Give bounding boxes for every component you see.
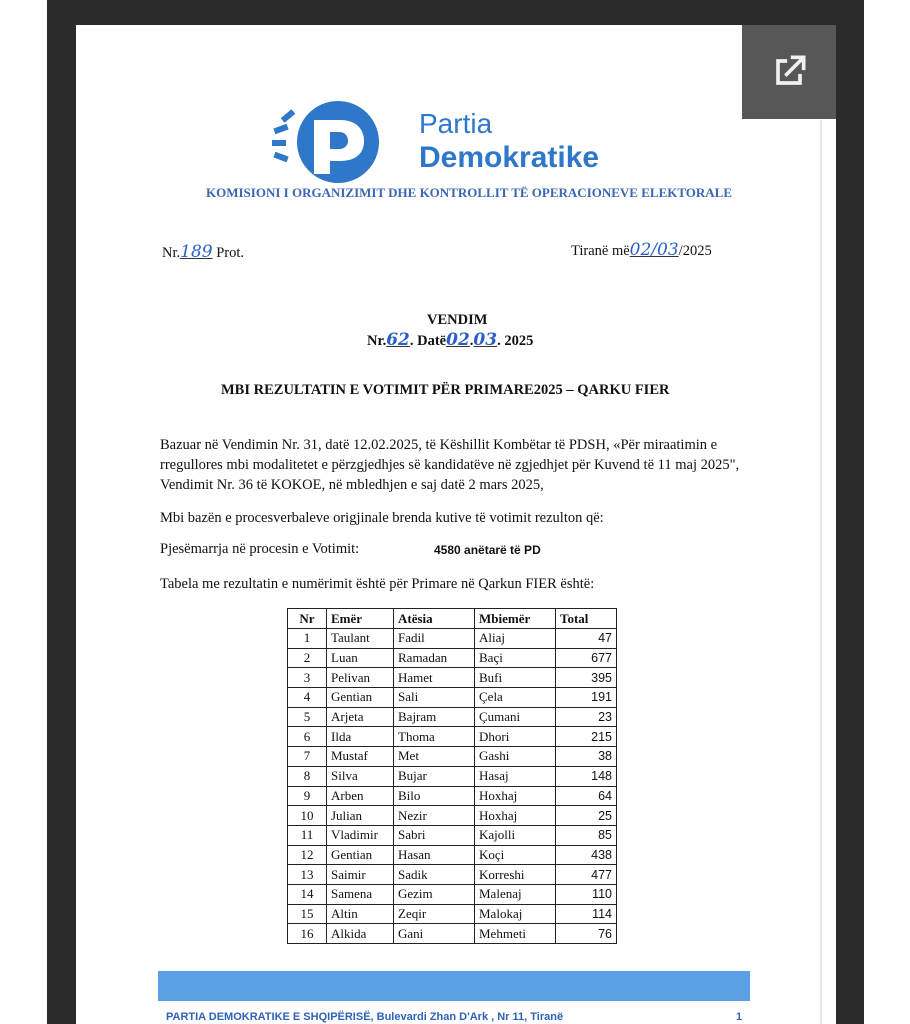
decision-nr-prefix: Nr. [367,333,387,349]
table-row [288,884,617,904]
cell-surname: Kajolli [475,825,556,845]
table-row [288,786,617,806]
cell-total: 114 [556,904,617,924]
cell-name: Saimir [327,865,394,885]
open-in-new-icon [767,50,811,94]
page-edge-line [820,120,822,1024]
cell-nr: 1 [288,629,327,649]
cell-total: 191 [556,688,617,708]
cell-name: Vladimir [327,825,394,845]
paragraph-results: Mbi bazën e procesverbaleve origjinale brenda kutive të votimit rezulton që: [160,510,604,526]
date-handwritten: 02/03 [629,240,679,260]
participation-value: 4580 anëtarë të PD [434,543,541,557]
cell-name: Arjeta [327,707,394,727]
cell-name: Altin [327,904,394,924]
cell-father: Bujar [394,766,475,786]
cell-total: 85 [556,825,617,845]
viewer-frame-right [836,0,864,1024]
cell-total: 25 [556,806,617,826]
cell-total: 395 [556,668,617,688]
table-row [288,766,617,786]
cell-name: Pelivan [327,668,394,688]
cell-father: Sali [394,688,475,708]
cell-surname: Gashi [475,747,556,767]
decision-number [367,330,533,350]
cell-name: Mustaf [327,747,394,767]
cell-nr: 10 [288,806,327,826]
cell-name: Silva [327,766,394,786]
cell-total: 76 [556,924,617,944]
decision-date-sep: . [469,333,474,349]
cell-name: Gentian [327,845,394,865]
table-row [288,904,617,924]
cell-total: 47 [556,629,617,649]
header-father: Atësia [394,609,475,629]
cell-total: 677 [556,648,617,668]
decision-nr-handwritten: 62 [386,330,410,350]
table-row [288,806,617,826]
cell-total: 438 [556,845,617,865]
cell-surname: Hasaj [475,766,556,786]
cell-father: Fadil [394,629,475,649]
footer-bar [158,971,750,1001]
footer-address: PARTIA DEMOKRATIKE E SHQIPËRISË, Bulevardi Zhan D'Ark , Nr 11, Tiranë [166,1011,564,1023]
cell-father: Sabri [394,825,475,845]
protocol-suffix: Prot. [216,245,244,261]
protocol-number [162,242,244,262]
cell-surname: Hoxhaj [475,786,556,806]
decision-month-handwritten: 03 [473,330,498,350]
table-row [288,629,617,649]
header-total: Total [556,609,617,629]
cell-surname: Çela [475,688,556,708]
cell-father: Sadik [394,865,475,885]
party-name-line1: Partia [419,108,493,139]
decision-day-handwritten: 02 [446,330,470,350]
cell-total: 215 [556,727,617,747]
cell-name: Luan [327,648,394,668]
cell-surname: Mehmeti [475,924,556,944]
cell-name: Taulant [327,629,394,649]
decision-date-prefix: . Datë [409,333,447,349]
open-external-button[interactable] [742,25,836,119]
cell-father: Hasan [394,845,475,865]
cell-father: Gezim [394,884,475,904]
cell-total: 64 [556,786,617,806]
protocol-prefix: Nr. [162,245,181,261]
cell-total: 38 [556,747,617,767]
cell-father: Nezir [394,806,475,826]
party-name-line2: Demokratike [419,141,600,174]
cell-total: 148 [556,766,617,786]
cell-nr: 4 [288,688,327,708]
place-prefix: Tiranë më [571,243,630,259]
cell-nr: 14 [288,884,327,904]
cell-father: Bilo [394,786,475,806]
cell-total: 23 [556,707,617,727]
cell-father: Met [394,747,475,767]
cell-surname: Baçi [475,648,556,668]
decision-subject: MBI REZULTATIN E VOTIMIT PËR PRIMARE2025 – QARKU FIER [221,382,670,398]
cell-nr: 9 [288,786,327,806]
cell-father: Ramadan [394,648,475,668]
table-row [288,825,617,845]
cell-father: Thoma [394,727,475,747]
results-table [287,608,617,944]
cell-name: Alkida [327,924,394,944]
participation-label: Pjesëmarrja në procesin e Votimit: [160,541,360,557]
table-row [288,845,617,865]
viewer-frame-top [47,0,864,25]
cell-nr: 11 [288,825,327,845]
header-name: Emër [327,609,394,629]
cell-nr: 15 [288,904,327,924]
table-row [288,707,617,727]
cell-name: Ilda [327,727,394,747]
cell-surname: Dhori [475,727,556,747]
date-year: /2025 [678,243,712,259]
cell-name: Samena [327,884,394,904]
cell-nr: 16 [288,924,327,944]
cell-nr: 7 [288,747,327,767]
cell-surname: Malenaj [475,884,556,904]
party-logo [270,98,382,186]
table-row [288,865,617,885]
table-header-row [288,609,617,629]
viewer-frame-left [47,0,76,1024]
table-intro: Tabela me rezultatin e numërimit është për Primare në Qarkun FIER është: [160,576,595,592]
cell-father: Zeqir [394,904,475,924]
decision-date-suffix: . 2025 [497,333,534,349]
table-row [288,727,617,747]
cell-nr: 6 [288,727,327,747]
place-date [571,240,712,260]
table-row [288,747,617,767]
cell-surname: Çumani [475,707,556,727]
cell-nr: 13 [288,865,327,885]
cell-surname: Bufi [475,668,556,688]
cell-father: Gani [394,924,475,944]
cell-nr: 3 [288,668,327,688]
cell-surname: Koçi [475,845,556,865]
paragraph-basis: Bazuar në Vendimin Nr. 31, datë 12.02.2025, të Këshillit Kombëtar të PDSH, «Për miraatimin e rregullores mbi modalitetet e përzgjedhjes së kandidatëve në zgjedhjet për Kuvend të 11 maj 2025", Vendimit Nr. 36 të KOKOE, në mbledhjen e saj datë 2 mars 2025, [160,437,740,493]
cell-father: Hamet [394,668,475,688]
table-row [288,688,617,708]
header-nr: Nr [288,609,327,629]
cell-surname: Aliaj [475,629,556,649]
table-row [288,648,617,668]
cell-nr: 2 [288,648,327,668]
cell-surname: Hoxhaj [475,806,556,826]
page-number: 1 [736,1011,743,1023]
table-row [288,924,617,944]
cell-total: 477 [556,865,617,885]
table-row [288,668,617,688]
cell-name: Julian [327,806,394,826]
cell-surname: Korreshi [475,865,556,885]
cell-father: Bajram [394,707,475,727]
cell-nr: 12 [288,845,327,865]
protocol-number-handwritten: 189 [180,242,213,262]
cell-total: 110 [556,884,617,904]
commission-name: KOMISIONI I ORGANIZIMIT DHE KONTROLLIT TË OPERACIONEVE ELEKTORALE [206,185,733,200]
cell-name: Arben [327,786,394,806]
cell-nr: 5 [288,707,327,727]
cell-surname: Malokaj [475,904,556,924]
header-surname: Mbiemër [475,609,556,629]
cell-name: Gentian [327,688,394,708]
cell-nr: 8 [288,766,327,786]
decision-title: VENDIM [427,312,488,328]
